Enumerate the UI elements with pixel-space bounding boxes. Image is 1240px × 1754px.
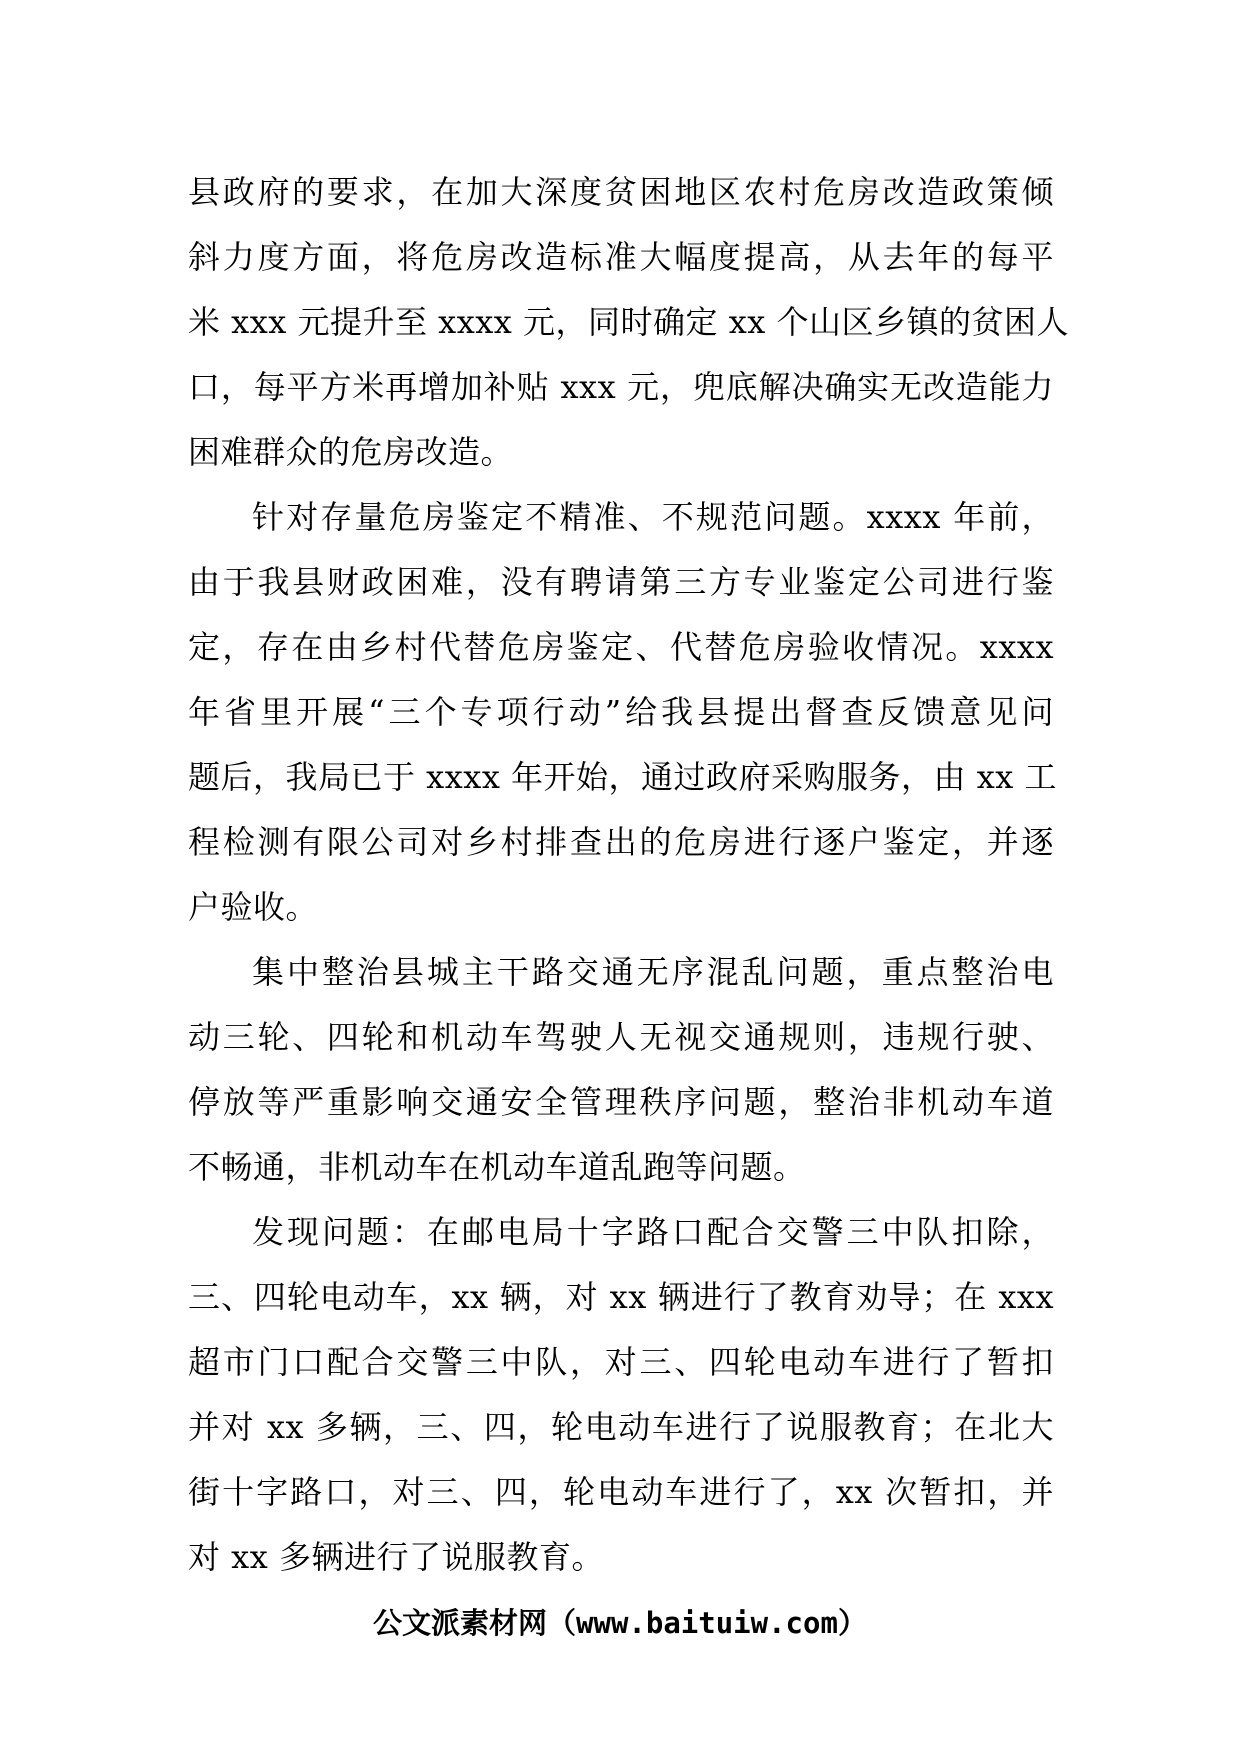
text-line: 并对 xx 多辆，三、四，轮电动车进行了说服教育；在北大 [188, 1408, 1054, 1446]
document-body [188, 160, 1069, 1590]
text-line: 超市门口配合交警三中队，对三、四轮电动车进行了暂扣 [188, 1343, 1054, 1381]
text-line: 定，存在由乡村代替危房鉴定、代替危房验收情况。xxxx [188, 628, 1054, 666]
text-line: 对 xx 多辆进行了说服教育。 [188, 1538, 604, 1576]
text-line: 题后，我局已于 xxxx 年开始，通过政府采购服务，由 xx 工 [188, 758, 1057, 796]
paragraph-1 [188, 160, 1069, 485]
paragraph-2 [188, 485, 1057, 940]
text-line: 停放等严重影响交通安全管理秩序问题，整治非机动车道 [188, 1083, 1054, 1121]
text-line: 不畅通，非机动车在机动车道乱跑等问题。 [188, 1148, 806, 1186]
text-line: 三、四轮电动车，xx 辆，对 xx 辆进行了教育劝导；在 xxx [188, 1278, 1054, 1316]
footer-url[interactable]: （www.baituiw.com） [547, 1606, 867, 1640]
paragraph-4 [188, 1200, 1054, 1590]
text-line: 发现问题：在邮电局十字路口配合交警三中队扣除， [252, 1213, 1054, 1251]
text-line: 年省里开展“三个专项行动”给我县提出督查反馈意见问 [188, 693, 1054, 731]
text-line: 动三轮、四轮和机动车驾驶人无视交通规则，违规行驶、 [188, 1018, 1054, 1056]
text-line: 米 xxx 元提升至 xxxx 元，同时确定 xx 个山区乡镇的贫困人 [188, 303, 1069, 341]
text-line: 户验收。 [188, 888, 319, 926]
text-line: 口，每平方米再增加补贴 xxx 元，兜底解决确实无改造能力 [188, 368, 1054, 406]
text-line: 针对存量危房鉴定不精准、不规范问题。xxxx 年前， [252, 498, 1054, 536]
text-line: 斜力度方面，将危房改造标准大幅度提高，从去年的每平 [188, 238, 1054, 276]
text-line: 街十字路口，对三、四，轮电动车进行了，xx 次暂扣，并 [188, 1473, 1054, 1511]
text-line: 县政府的要求，在加大深度贫困地区农村危房改造政策倾 [188, 173, 1054, 211]
text-line: 由于我县财政困难，没有聘请第三方专业鉴定公司进行鉴 [188, 563, 1054, 601]
page-footer [0, 1603, 1240, 1643]
footer-site-name: 公文派素材网 [373, 1606, 548, 1640]
text-line: 程检测有限公司对乡村排查出的危房进行逐户鉴定，并逐 [188, 823, 1054, 861]
paragraph-3 [188, 940, 1054, 1200]
text-line: 困难群众的危房改造。 [188, 433, 514, 471]
text-line: 集中整治县城主干路交通无序混乱问题，重点整治电 [252, 953, 1054, 991]
